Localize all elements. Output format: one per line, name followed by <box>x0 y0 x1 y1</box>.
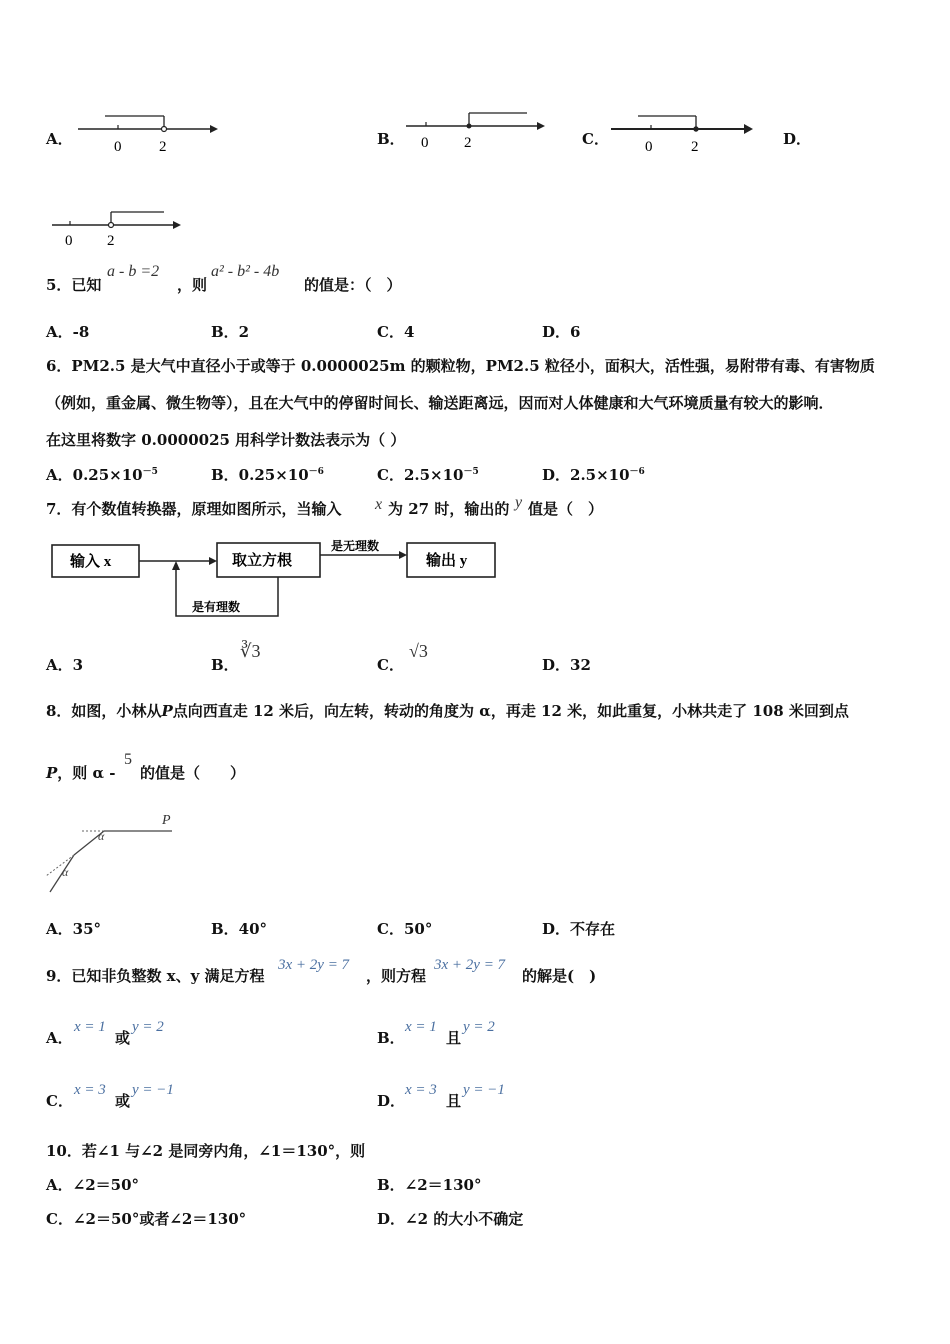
q9-equation-2: 3x + 2y = 7 <box>434 957 506 973</box>
q9-stem-part-1: 9．已知非负整数 x、y 满足方程 <box>46 967 265 985</box>
q5-expression: a² - b² - 4b <box>211 263 280 280</box>
svg-text:2: 2 <box>107 233 115 249</box>
q7-flowchart <box>46 533 506 623</box>
svg-text:2: 2 <box>691 139 699 155</box>
q5-mid: ，则 <box>177 276 208 294</box>
q8-five: 5 <box>124 751 132 768</box>
q5-prefix: 5．已知 <box>46 276 102 294</box>
q7-option-d: D．32 <box>542 656 591 674</box>
q8-line-2-end: 的值是（ ） <box>140 764 246 782</box>
svg-text:0: 0 <box>65 233 73 249</box>
q10-stem: 10．若∠1 与∠2 是同旁内角，∠1＝130°，则 <box>46 1142 366 1160</box>
q4-option-c-numberline <box>605 106 765 156</box>
q7-stem-part-3: 值是（ ） <box>528 500 604 518</box>
q4-option-b-label: B． <box>377 130 405 148</box>
q9-equation-1: 3x + 2y = 7 <box>278 957 350 973</box>
q4-option-a-label: A． <box>46 130 73 148</box>
q10-option-a: A．∠2＝50° <box>46 1176 140 1194</box>
q7-stem-part-1: 7．有个数值转换器，原理如图所示，当输入 <box>46 500 342 518</box>
q10-option-c: C．∠2＝50°或者∠2＝130° <box>46 1210 247 1228</box>
q6-line-1: 6．PM2.5 是大气中直径小于或等于 0.0000025m 的颗粒物，PM2.5 粒径小，面积大，活性强，易附带有毒、有害物质 <box>46 357 875 375</box>
q5-option-a: A．-8 <box>46 323 90 341</box>
q4-option-b-numberline <box>400 104 555 154</box>
q9-stem-part-2: ，则方程 <box>366 967 427 985</box>
q5-option-d: D．6 <box>542 323 581 341</box>
flow-input-text: 输入 x <box>70 554 112 570</box>
q8-fig-alpha-2: α <box>62 865 69 879</box>
svg-text:0: 0 <box>114 139 122 155</box>
q6-line-2: （例如，重金属、微生物等），且在大气中的停留时间长、输送距离远，因而对人体健康和大气环境质量有较大的影响． <box>46 394 834 412</box>
q5-condition: a - b =2 <box>107 263 160 280</box>
q8-option-d: D．不存在 <box>542 920 616 938</box>
q9-stem-part-3: 的解是( ) <box>522 967 597 985</box>
q6-option-b: B．$0.25\times 10^{-6}$ <box>211 466 324 484</box>
q8-fig-point-p: P <box>162 813 171 828</box>
q7-var-y: y <box>515 494 523 511</box>
q8-path-figure <box>44 810 184 895</box>
q4-option-d-numberline <box>46 203 191 251</box>
q7-option-c: C． <box>377 656 404 674</box>
q4-option-d-label: D． <box>783 130 812 148</box>
flow-rational-label: 是有理数 <box>192 600 241 614</box>
q6-line-3: 在这里将数字 0.0000025 用科学计数法表示为（ ） <box>46 431 406 449</box>
svg-text:0: 0 <box>645 139 653 155</box>
q5-option-c: C．4 <box>377 323 415 341</box>
q8-option-a: A．35° <box>46 920 102 938</box>
q8-fig-alpha-1: α <box>98 829 105 843</box>
q8-option-c: C．50° <box>377 920 433 938</box>
q6-option-c: C．$2.5\times 10^{-5}$ <box>377 466 479 484</box>
q7-option-a: A．3 <box>46 656 84 674</box>
q7-stem-part-2: 为 27 时，输出的 <box>388 500 510 518</box>
flow-root-text: 取立方根 <box>232 553 293 569</box>
flow-irrational-label: 是无理数 <box>331 539 380 553</box>
q4-option-c-label: C． <box>582 130 609 148</box>
svg-text:2: 2 <box>464 135 472 151</box>
q7-option-c-value: √3 <box>409 641 428 661</box>
flow-output-text: 输出 y <box>426 553 468 569</box>
q6-option-a: A．$0.25\times 10^{-5}$ <box>46 466 158 484</box>
q10-option-b: B．∠2＝130° <box>377 1176 482 1194</box>
q5-option-b: B．2 <box>211 323 250 341</box>
q7-var-x: x <box>375 496 383 513</box>
svg-text:2: 2 <box>159 139 167 155</box>
q8-option-b: B．40° <box>211 920 268 938</box>
q6-option-d: D．$2.5\times 10^{-6}$ <box>542 466 645 484</box>
q5-suffix: 的值是：（ ） <box>304 276 402 294</box>
q4-option-a-numberline <box>70 108 230 158</box>
q7-option-b: B． <box>211 656 239 674</box>
q8-line-1: 8．如图，小林从P点向西直走 12 米后，向左转，转动的角度为 α，再走 12 米，如此重复，小林共走了 108 米回到点 <box>46 702 849 720</box>
q10-option-d: D．∠2 的大小不确定 <box>377 1210 524 1228</box>
q8-line-2-start: P，则 α - <box>46 764 116 782</box>
svg-text:0: 0 <box>421 135 429 151</box>
q7-option-b-value: ∛3 <box>240 641 261 661</box>
